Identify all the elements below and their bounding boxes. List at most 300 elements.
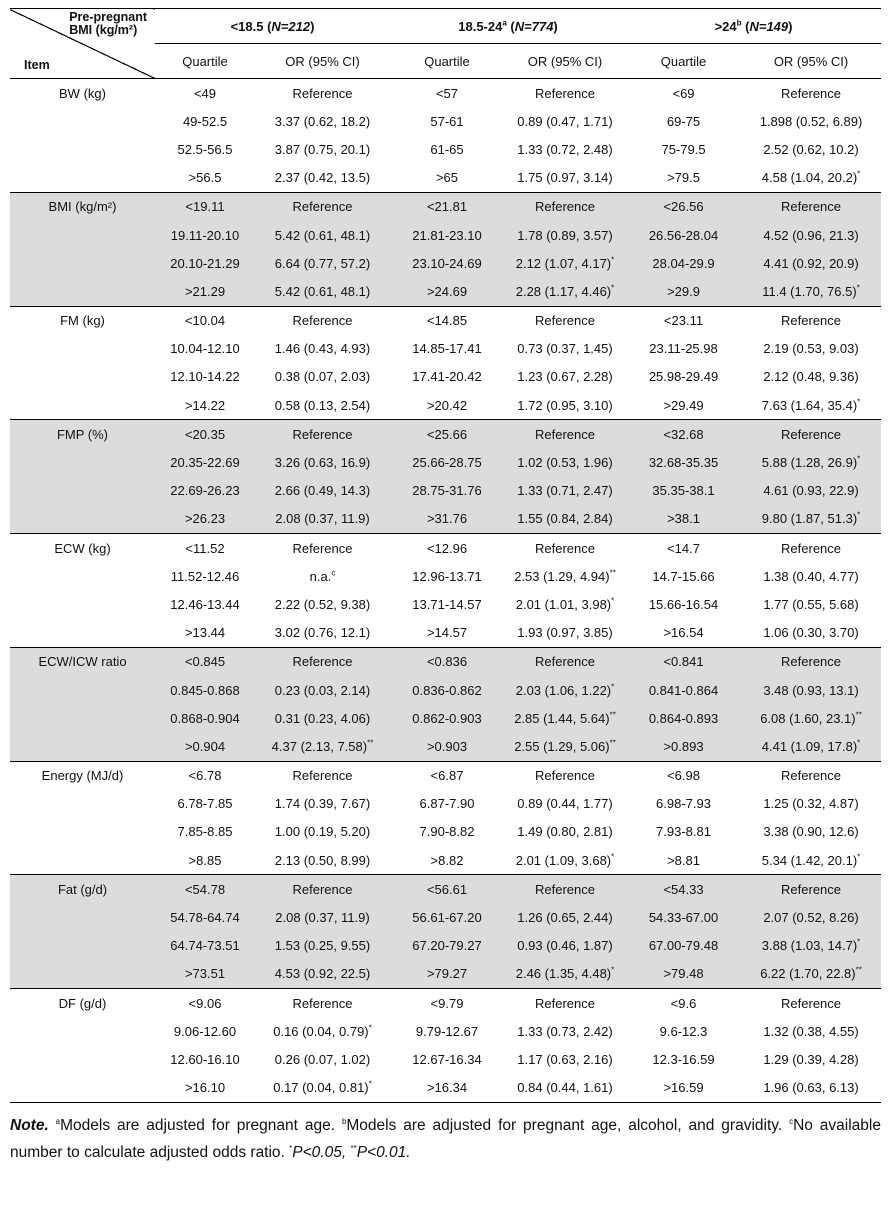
- item-label: [10, 249, 155, 277]
- quartile-cell: 17.41-20.42: [412, 369, 482, 385]
- table-row: [10, 335, 881, 363]
- item-label: FMP (%): [10, 420, 155, 449]
- table-row: [10, 562, 881, 590]
- or-cell: 2.22 (0.52, 9.38): [274, 596, 371, 612]
- quartile-cell: 20.35-22.69: [155, 448, 255, 476]
- or-cell: 4.61 (0.93, 22.9): [741, 477, 881, 505]
- quartile-cell: 7.90-8.82: [419, 824, 475, 840]
- table-row: [10, 761, 881, 790]
- item-label: [10, 448, 155, 476]
- quartile-cell: 9.06-12.60: [173, 1023, 237, 1039]
- significance-mark: *: [611, 596, 615, 606]
- or-cell: 3.48 (0.93, 13.1): [741, 676, 881, 704]
- or-cell: 7.63 (1.64, 35.4)*: [761, 397, 861, 413]
- group-head-1: <18.5 (N=212): [155, 9, 390, 44]
- quartile-cell: >16.34: [390, 1074, 504, 1103]
- subhead-or: OR (95% CI): [285, 53, 360, 69]
- item-label: [10, 818, 155, 846]
- quartile-cell: >13.44: [184, 625, 226, 641]
- table-row: [10, 732, 881, 761]
- or-cell: 4.53 (0.92, 22.5): [255, 960, 390, 989]
- item-label: BMI (kg/m²): [10, 192, 155, 221]
- quartile-cell: <56.61: [390, 875, 504, 904]
- group-head-2: 18.5-24$^a$ (N=774): [390, 9, 626, 44]
- quartile-cell: >0.893: [626, 732, 741, 761]
- table-row: [10, 363, 881, 391]
- table-row: [10, 903, 881, 931]
- quartile-cell: <6.78: [155, 761, 255, 790]
- or-cell: 4.41 (0.92, 20.9): [741, 249, 881, 277]
- table-row: [10, 619, 881, 648]
- or-cell: 1.38 (0.40, 4.77): [763, 568, 859, 584]
- table-row: [10, 875, 881, 904]
- significance-mark: *: [857, 397, 861, 407]
- quartile-cell: 12.10-14.22: [170, 369, 240, 385]
- significance-mark: *: [857, 937, 861, 947]
- quartile-cell: 14.85-17.41: [412, 341, 482, 357]
- item-label: ECW/ICW ratio: [10, 647, 155, 676]
- quartile-cell: 10.04-12.10: [170, 341, 240, 357]
- quartile-cell: >79.27: [390, 960, 504, 989]
- table-row: [10, 676, 881, 704]
- or-cell: 1.33 (0.72, 2.48): [517, 141, 613, 157]
- significance-mark: *: [611, 255, 615, 265]
- quartile-cell: >16.10: [155, 1074, 255, 1103]
- item-label: Energy (MJ/d): [10, 761, 155, 790]
- quartile-cell: <14.85: [390, 306, 504, 335]
- quartile-cell: <26.56: [626, 192, 741, 221]
- or-cell: 11.4 (1.70, 76.5)*: [741, 277, 881, 306]
- or-cell: Reference: [741, 989, 881, 1018]
- or-cell: 2.37 (0.42, 13.5): [274, 170, 371, 186]
- quartile-cell: 28.04-29.9: [626, 249, 741, 277]
- quartile-cell: >8.82: [430, 852, 464, 868]
- quartile-cell: 22.69-26.23: [155, 477, 255, 505]
- or-cell: 2.08 (0.37, 11.9): [255, 505, 390, 534]
- item-label: [10, 1045, 155, 1073]
- or-cell: 1.93 (0.97, 3.85): [517, 625, 613, 641]
- quartile-cell: <0.845: [155, 647, 255, 676]
- or-cell: 3.37 (0.62, 18.2): [274, 113, 371, 129]
- table-row: [10, 420, 881, 449]
- quartile-cell: 23.11-25.98: [649, 341, 718, 357]
- quartile-cell: <23.11: [626, 306, 741, 335]
- or-cell: Reference: [741, 306, 881, 335]
- quartile-cell: <10.04: [155, 306, 255, 335]
- item-label: [10, 903, 155, 931]
- item-label: [10, 477, 155, 505]
- significance-mark: *: [368, 1023, 372, 1033]
- or-cell: 5.42 (0.61, 48.1): [255, 221, 390, 249]
- item-label: [10, 1074, 155, 1103]
- quartile-cell: 23.10-24.69: [390, 249, 504, 277]
- quartile-cell: >8.81: [667, 852, 700, 868]
- or-cell: 1.26 (0.65, 2.44): [504, 903, 626, 931]
- odds-ratio-table: [10, 8, 881, 1103]
- quartile-cell: <57: [435, 85, 459, 101]
- or-cell: 1.46 (0.43, 4.93): [274, 341, 371, 357]
- or-cell: 9.80 (1.87, 51.3)*: [741, 505, 881, 534]
- quartile-cell: <9.6: [626, 989, 741, 1018]
- or-cell: 1.25 (0.32, 4.87): [763, 796, 859, 812]
- quartile-cell: <54.33: [626, 875, 741, 904]
- or-cell: 1.74 (0.39, 7.67): [274, 796, 371, 812]
- item-label: [10, 107, 155, 135]
- quartile-cell: 7.93-8.81: [656, 824, 711, 840]
- quartile-cell: 26.56-28.04: [626, 221, 741, 249]
- item-label: [10, 135, 155, 163]
- quartile-cell: 25.66-28.75: [390, 448, 504, 476]
- table-row: [10, 590, 881, 618]
- quartile-cell: >24.69: [390, 277, 504, 306]
- or-cell: 1.96 (0.63, 6.13): [741, 1074, 881, 1103]
- quartile-cell: 32.68-35.35: [626, 448, 741, 476]
- or-cell: Reference: [255, 875, 390, 904]
- item-label: BW (kg): [59, 85, 106, 101]
- quartile-cell: >26.23: [155, 505, 255, 534]
- quartile-cell: >73.51: [155, 960, 255, 989]
- significance-mark: **: [855, 966, 862, 976]
- quartile-cell: >79.5: [667, 170, 700, 186]
- subhead-or: OR (95% CI): [527, 53, 603, 69]
- table-row: [10, 135, 881, 163]
- significance-mark: **: [855, 710, 862, 720]
- table-note: Note. $^a$Models are adjusted for pregnant age. $^b$Models are adjusted for pregnant age, alcohol, and gravidity. $^c$No available number to calculate adjusted odds ratio. *P<0.05, **P<0.01.: [10, 1116, 881, 1161]
- or-cell: 2.03 (1.06, 1.22)*: [504, 676, 626, 704]
- or-cell: n.a.$^c$: [309, 568, 336, 584]
- quartile-cell: >8.85: [188, 852, 222, 868]
- quartile-cell: 21.81-23.10: [390, 221, 504, 249]
- or-cell: 2.08 (0.37, 11.9): [255, 903, 390, 931]
- item-label: ECW (kg): [10, 534, 155, 563]
- or-cell: 1.00 (0.19, 5.20): [274, 824, 371, 840]
- significance-mark: *: [611, 852, 615, 862]
- significance-mark: **: [609, 710, 616, 720]
- quartile-cell: <6.87: [390, 761, 504, 790]
- or-cell: Reference: [504, 761, 626, 790]
- or-cell: Reference: [504, 192, 626, 221]
- table-row: [10, 790, 881, 818]
- or-cell: 2.12 (1.07, 4.17)*: [504, 249, 626, 277]
- or-cell: 0.84 (0.44, 1.61): [504, 1074, 626, 1103]
- or-cell: Reference: [741, 647, 881, 676]
- quartile-cell: 12.67-16.34: [412, 1051, 482, 1067]
- quartile-cell: 12.60-16.10: [170, 1051, 240, 1067]
- table-row: [10, 932, 881, 960]
- quartile-cell: 14.7-15.66: [652, 568, 715, 584]
- subhead-quartile: Quartile: [424, 53, 470, 69]
- quartile-cell: 56.61-67.20: [390, 903, 504, 931]
- or-cell: 2.13 (0.50, 8.99): [274, 852, 371, 868]
- quartile-cell: <14.7: [626, 534, 741, 563]
- table-row: [10, 306, 881, 335]
- table-row: [10, 79, 881, 108]
- or-cell: 1.53 (0.25, 9.55): [255, 932, 390, 960]
- or-cell: 2.01 (1.01, 3.98)*: [515, 596, 615, 612]
- table-row: [10, 534, 881, 563]
- or-cell: 4.37 (2.13, 7.58)**: [255, 732, 390, 761]
- table-row: [10, 505, 881, 534]
- group-head-3: $>24^b$ (N=149): [626, 9, 881, 44]
- table-row: [10, 192, 881, 221]
- quartile-cell: <11.52: [155, 534, 255, 563]
- significance-mark: *: [857, 511, 861, 521]
- or-cell: 6.22 (1.70, 22.8)**: [741, 960, 881, 989]
- significance-mark: *: [611, 966, 615, 976]
- quartile-cell: 20.10-21.29: [155, 249, 255, 277]
- or-cell: 0.23 (0.03, 2.14): [255, 676, 390, 704]
- quartile-cell: <19.11: [155, 192, 255, 221]
- item-label: [10, 790, 155, 818]
- or-cell: Reference: [292, 85, 353, 101]
- significance-mark: **: [367, 738, 374, 748]
- quartile-cell: >31.76: [390, 505, 504, 534]
- or-cell: Reference: [741, 875, 881, 904]
- or-cell: 1.49 (0.80, 2.81): [517, 824, 613, 840]
- or-cell: Reference: [255, 534, 390, 563]
- item-label: [10, 1017, 155, 1045]
- quartile-cell: <9.79: [390, 989, 504, 1018]
- or-cell: 2.12 (0.48, 9.36): [763, 369, 859, 385]
- quartile-cell: <6.98: [626, 761, 741, 790]
- or-cell: 2.53 (1.29, 4.94)**: [514, 568, 616, 584]
- quartile-cell: 25.98-29.49: [648, 369, 719, 385]
- or-cell: 1.78 (0.89, 3.57): [504, 221, 626, 249]
- or-cell: 0.31 (0.23, 4.06): [255, 704, 390, 732]
- item-label: [10, 846, 155, 875]
- quartile-cell: 52.5-56.5: [177, 141, 233, 157]
- table-row: [10, 448, 881, 476]
- or-cell: 4.52 (0.96, 21.3): [741, 221, 881, 249]
- or-cell: Reference: [781, 85, 842, 101]
- quartile-cell: 12.96-13.71: [412, 568, 482, 584]
- or-cell: Reference: [504, 534, 626, 563]
- quartile-cell: 28.75-31.76: [390, 477, 504, 505]
- or-cell: Reference: [255, 306, 390, 335]
- or-cell: 3.38 (0.90, 12.6): [763, 824, 859, 840]
- table-row: [10, 391, 881, 420]
- item-label: [10, 562, 155, 590]
- quartile-cell: 12.3-16.59: [652, 1051, 715, 1067]
- quartile-cell: 6.78-7.85: [177, 796, 233, 812]
- item-label: [10, 960, 155, 989]
- or-cell: 0.89 (0.47, 1.71): [517, 113, 613, 129]
- or-cell: Reference: [255, 647, 390, 676]
- quartile-cell: 54.78-64.74: [155, 903, 255, 931]
- or-cell: 2.85 (1.44, 5.64)**: [504, 704, 626, 732]
- quartile-cell: >14.22: [184, 397, 226, 413]
- quartile-cell: <49: [193, 85, 217, 101]
- or-cell: 2.28 (1.17, 4.46)*: [504, 277, 626, 306]
- subhead-or: OR (95% CI): [773, 53, 849, 69]
- item-label: [10, 704, 155, 732]
- or-cell: 2.07 (0.52, 8.26): [741, 903, 881, 931]
- quartile-cell: <69: [672, 85, 695, 101]
- quartile-cell: >16.54: [663, 625, 704, 641]
- quartile-cell: 64.74-73.51: [155, 932, 255, 960]
- or-cell: 1.72 (0.95, 3.10): [517, 397, 613, 413]
- quartile-cell: <12.96: [390, 534, 504, 563]
- table-row: [10, 818, 881, 846]
- quartile-cell: <32.68: [626, 420, 741, 449]
- or-cell: 2.01 (1.09, 3.68)*: [515, 852, 615, 868]
- item-label: Fat (g/d): [10, 875, 155, 904]
- quartile-cell: 13.71-14.57: [412, 596, 482, 612]
- note-label: Note.: [10, 1117, 49, 1134]
- table-row: [10, 221, 881, 249]
- quartile-cell: 0.845-0.868: [155, 676, 255, 704]
- or-cell: 5.88 (1.28, 26.9)*: [741, 448, 881, 476]
- or-cell: 1.29 (0.39, 4.28): [763, 1051, 859, 1067]
- quartile-cell: 0.841-0.864: [626, 676, 741, 704]
- significance-mark: *: [611, 682, 615, 692]
- table-row: [10, 107, 881, 135]
- quartile-cell: 6.87-7.90: [419, 796, 475, 812]
- or-cell: 1.33 (0.71, 2.47): [504, 477, 626, 505]
- item-label: [10, 619, 155, 648]
- or-cell: 1.23 (0.67, 2.28): [517, 369, 613, 385]
- item-label: DF (g/d): [10, 989, 155, 1018]
- quartile-cell: >79.48: [626, 960, 741, 989]
- quartile-cell: >0.903: [390, 732, 504, 761]
- or-cell: 0.58 (0.13, 2.54): [274, 397, 371, 413]
- or-cell: 0.89 (0.44, 1.77): [517, 796, 613, 812]
- quartile-cell: 75-79.5: [661, 141, 706, 157]
- or-cell: 1.75 (0.97, 3.14): [517, 170, 613, 186]
- table-row: [10, 477, 881, 505]
- or-cell: 0.26 (0.07, 1.02): [274, 1051, 371, 1067]
- table-body: [10, 79, 881, 1103]
- quartile-cell: 19.11-20.10: [155, 221, 255, 249]
- or-cell: 1.32 (0.38, 4.55): [763, 1023, 859, 1039]
- or-cell: 2.46 (1.35, 4.48)*: [504, 960, 626, 989]
- or-cell: 4.58 (1.04, 20.2)*: [761, 169, 861, 186]
- quartile-cell: 9.79-12.67: [415, 1023, 479, 1039]
- item-label: [10, 391, 155, 420]
- or-cell: 1.33 (0.73, 2.42): [517, 1023, 613, 1039]
- quartile-cell: 35.35-38.1: [626, 477, 741, 505]
- quartile-cell: <25.66: [390, 420, 504, 449]
- quartile-cell: 0.862-0.903: [390, 704, 504, 732]
- table-row: [10, 277, 881, 306]
- or-cell: 3.87 (0.75, 20.1): [274, 141, 371, 157]
- or-cell: 0.93 (0.46, 1.87): [504, 932, 626, 960]
- quartile-cell: >38.1: [626, 505, 741, 534]
- quartile-cell: <9.06: [155, 989, 255, 1018]
- quartile-cell: 67.20-79.27: [390, 932, 504, 960]
- quartile-cell: <20.35: [155, 420, 255, 449]
- or-cell: 6.64 (0.77, 57.2): [255, 249, 390, 277]
- or-cell: Reference: [741, 192, 881, 221]
- or-cell: Reference: [741, 420, 881, 449]
- table-row: [10, 704, 881, 732]
- or-cell: Reference: [535, 85, 595, 101]
- quartile-cell: 57-61: [430, 113, 464, 129]
- item-label: [10, 590, 155, 618]
- subhead-quartile: Quartile: [182, 53, 228, 69]
- or-cell: 5.42 (0.61, 48.1): [255, 277, 390, 306]
- table-row: [10, 1017, 881, 1045]
- or-cell: Reference: [504, 420, 626, 449]
- significance-mark: *: [856, 283, 860, 293]
- or-cell: 1.55 (0.84, 2.84): [504, 505, 626, 534]
- quartile-cell: >56.5: [188, 170, 222, 186]
- or-cell: 5.34 (1.42, 20.1)*: [761, 852, 861, 868]
- item-label: [10, 221, 155, 249]
- significance-mark: *: [857, 454, 861, 464]
- quartile-cell: <0.836: [390, 647, 504, 676]
- or-cell: 1.06 (0.30, 3.70): [763, 625, 859, 641]
- item-label: [10, 164, 155, 193]
- quartile-cell: 0.836-0.862: [390, 676, 504, 704]
- item-label: [10, 335, 155, 363]
- or-cell: 1.17 (0.63, 2.16): [517, 1051, 613, 1067]
- quartile-cell: 0.864-0.893: [626, 704, 741, 732]
- quartile-cell: 12.46-13.44: [170, 596, 240, 612]
- table-row: [10, 647, 881, 676]
- significance-mark: **: [609, 738, 616, 748]
- quartile-cell: 9.6-12.3: [659, 1023, 708, 1039]
- item-label: [10, 505, 155, 534]
- subhead-quartile: Quartile: [660, 53, 707, 69]
- or-cell: 2.55 (1.29, 5.06)**: [504, 732, 626, 761]
- table-row: [10, 164, 881, 193]
- table-row: [10, 1074, 881, 1103]
- quartile-cell: <21.81: [390, 192, 504, 221]
- or-cell: 2.19 (0.53, 9.03): [763, 341, 859, 357]
- or-cell: Reference: [504, 647, 626, 676]
- quartile-cell: 49-52.5: [182, 113, 228, 129]
- item-label: [10, 676, 155, 704]
- item-label: [10, 277, 155, 306]
- significance-mark: c: [331, 568, 336, 578]
- or-cell: Reference: [741, 761, 881, 790]
- quartile-cell: 67.00-79.48: [626, 932, 741, 960]
- header-row-groups: [10, 9, 881, 44]
- or-cell: 1.898 (0.52, 6.89): [759, 113, 863, 129]
- or-cell: 2.66 (0.49, 14.3): [255, 477, 390, 505]
- significance-mark: *: [611, 283, 615, 293]
- quartile-cell: 6.98-7.93: [656, 796, 711, 812]
- or-cell: Reference: [504, 306, 626, 335]
- significance-mark: **: [609, 568, 616, 578]
- or-cell: Reference: [255, 420, 390, 449]
- item-label: [10, 363, 155, 391]
- quartile-cell: >20.42: [426, 397, 468, 413]
- or-cell: Reference: [255, 761, 390, 790]
- or-cell: Reference: [741, 534, 881, 563]
- quartile-cell: >29.49: [663, 397, 704, 413]
- quartile-cell: >65: [435, 170, 459, 186]
- or-cell: 3.88 (1.03, 14.7)*: [741, 932, 881, 960]
- significance-mark: *: [857, 169, 861, 179]
- or-cell: Reference: [504, 989, 626, 1018]
- corner-item-label: Item: [24, 58, 50, 72]
- quartile-cell: >16.59: [626, 1074, 741, 1103]
- or-cell: 3.26 (0.63, 16.9): [255, 448, 390, 476]
- or-cell: 4.41 (1.09, 17.8)*: [741, 732, 881, 761]
- significance-mark: *: [857, 852, 861, 862]
- item-label: FM (kg): [10, 306, 155, 335]
- quartile-cell: >29.9: [626, 277, 741, 306]
- quartile-cell: >0.904: [155, 732, 255, 761]
- quartile-cell: >14.57: [426, 625, 468, 641]
- quartile-cell: 61-65: [430, 141, 464, 157]
- quartile-cell: >21.29: [155, 277, 255, 306]
- table-row: [10, 989, 881, 1018]
- quartile-cell: 0.868-0.904: [155, 704, 255, 732]
- or-cell: 0.73 (0.37, 1.45): [517, 341, 613, 357]
